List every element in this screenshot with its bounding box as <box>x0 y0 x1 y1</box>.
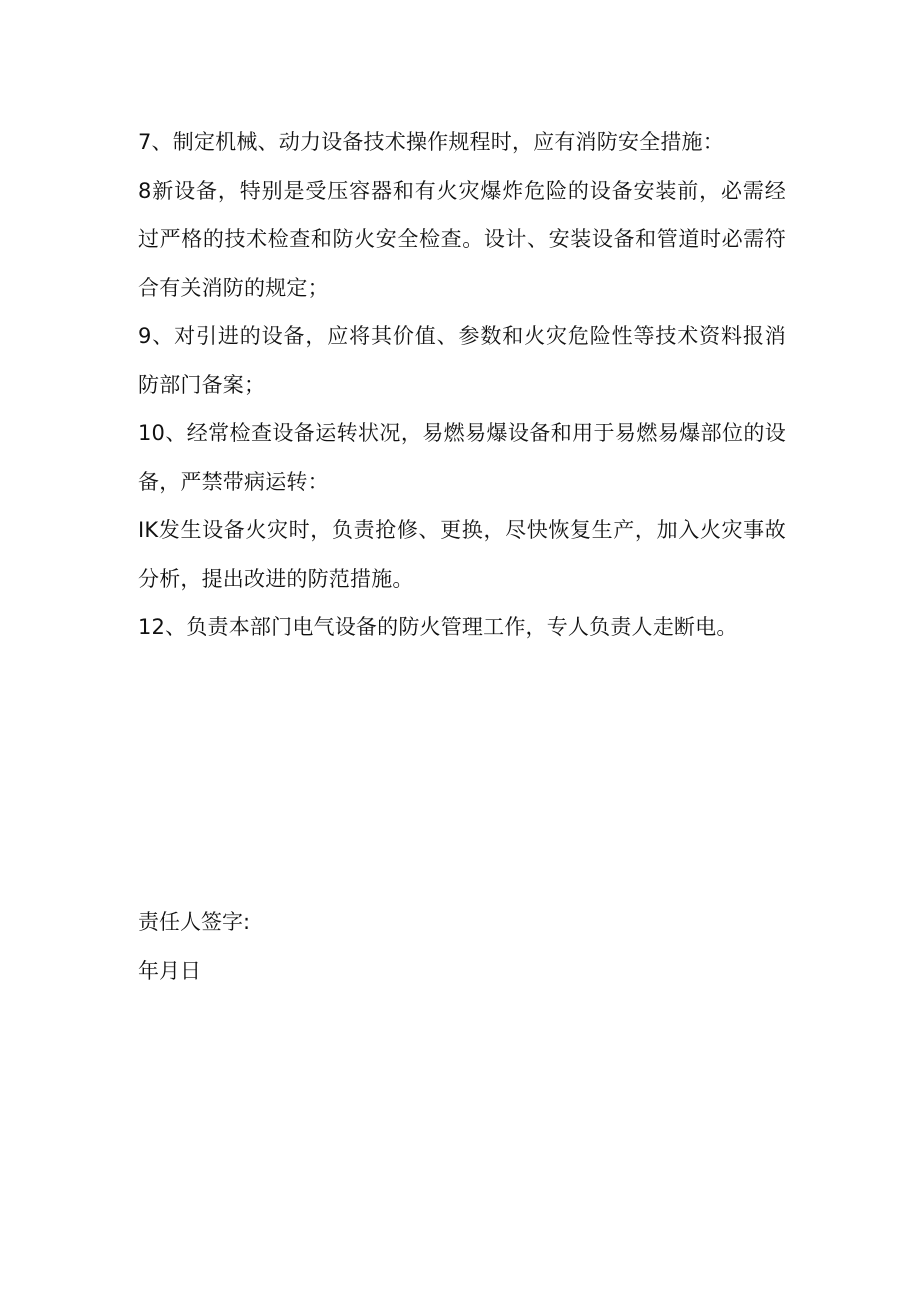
paragraph-10: 10、经常检查设备运转状况，易燃易爆设备和用于易燃易爆部位的设备，严禁带病运转： <box>138 421 786 494</box>
paragraph-9: 9、对引进的设备，应将其价值、参数和火灾危险性等技术资料报消防部门备案； <box>138 324 786 397</box>
date-label: 年月日 <box>138 958 201 983</box>
signature-block <box>138 898 538 995</box>
paragraph-8: 8新设备，特别是受压容器和有火灾爆炸危险的设备安装前，必需经过严格的技术检查和防火安全检查。设计、安装设备和管道时必需符合有关消防的规定； <box>138 178 786 300</box>
paragraph-11: IK发生设备火灾时，负责抢修、更换，尽快恢复生产，加入火灾事故分析，提出改进的防范措施。 <box>138 518 786 591</box>
paragraph-12: 12、负责本部门电气设备的防火管理工作，专人负责人走断电。 <box>138 615 738 639</box>
document-body <box>138 118 786 652</box>
signature-label: 责任人签字: <box>138 910 251 934</box>
paragraph-7: 7、制定机械、动力设备技术操作规程时，应有消防安全措施： <box>138 130 724 154</box>
